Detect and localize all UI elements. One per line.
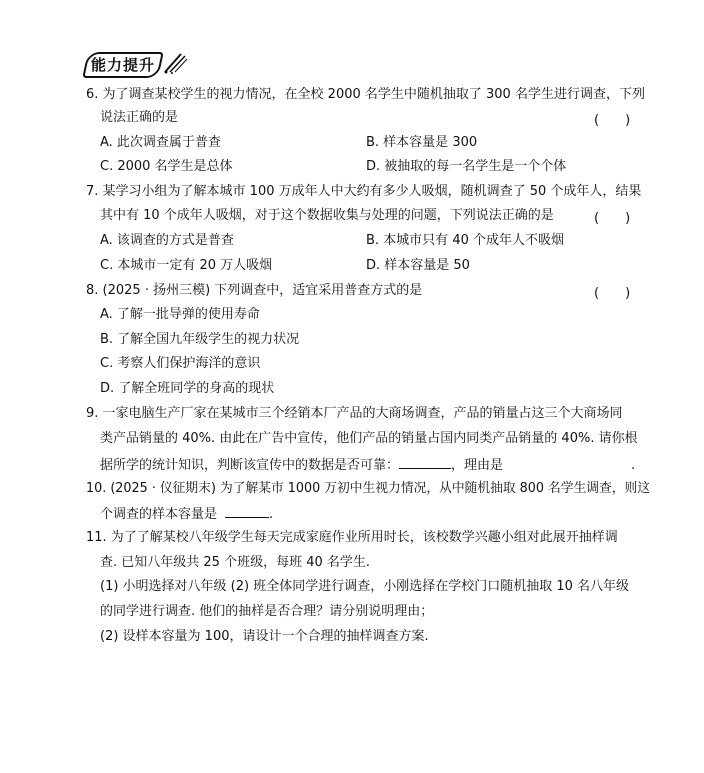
q6-stem-line2: 说法正确的是 — [100, 110, 179, 125]
q8-answer-parentheses: ( ) — [594, 286, 631, 301]
pencil-decoration-icon — [161, 50, 191, 76]
q6-option-b: B. 样本容量是 300 — [366, 135, 478, 150]
q10-sample-size-blank[interactable] — [225, 504, 269, 518]
q8-option-c: C. 考察人们保护海洋的意识 — [100, 356, 261, 371]
q10-line2 — [100, 504, 273, 524]
q10-line1: 10. (2025 · 仪征期末) 为了解某市 1000 万初中生视力情况，从中随机抽取 800 名学生调查，则这 — [86, 481, 651, 496]
q11-part1-line2: 的同学进行调查. 他们的抽样是否合理？请分别说明理由； — [100, 604, 434, 619]
q7-option-d: D. 样本容量是 50 — [366, 258, 470, 273]
q9-line3-text: 据所学的统计知识，判断该宣传中的数据是否可靠： — [100, 458, 400, 473]
q11-part2: (2) 设样本容量为 100，请设计一个合理的抽样调查方案. — [100, 629, 429, 644]
q9-reliability-blank[interactable] — [399, 455, 451, 469]
q7-stem-line1: 7. 某学习小组为了解本城市 100 万成年人中大约有多少人吸烟，随机调查了 50 个成年人，结果 — [86, 184, 642, 199]
q6-option-d: D. 被抽取的每一名学生是一个个体 — [366, 159, 567, 174]
q9-reason-label: ，理由是 — [451, 458, 504, 473]
q8-option-b: B. 了解全国九年级学生的视力状况 — [100, 332, 300, 347]
q9-line3 — [100, 455, 635, 475]
q7-stem-line2: 其中有 10 个成年人吸烟，对于这个数据收集与处理的问题，下列说法正确的是 — [100, 208, 554, 223]
q6-option-c: C. 2000 名学生是总体 — [100, 159, 233, 174]
q11-part1-line1: (1) 小明选择对八年级 (2) 班全体同学进行调查，小刚选择在学校门口随机抽取 10 名八年级 — [100, 579, 630, 594]
q7-answer-parentheses: ( ) — [594, 211, 631, 226]
q10-line2-end: . — [269, 507, 274, 522]
q8-option-d: D. 了解全班同学的身高的现状 — [100, 381, 275, 396]
q9-line2: 类产品销量的 40%. 由此在广告中宣传，他们产品的销量占国内同类产品销量的 40%. 请你根 — [100, 431, 638, 446]
q7-option-b: B. 本城市只有 40 个成年人不吸烟 — [366, 233, 564, 248]
q8-stem: 8. (2025 · 扬州三模) 下列调查中，适宜采用普查方式的是 — [86, 283, 423, 298]
q8-option-a: A. 了解一批导弹的使用寿命 — [100, 307, 260, 322]
q6-answer-parentheses: ( ) — [594, 113, 631, 128]
q6-option-a: A. 此次调查属于普查 — [100, 135, 221, 150]
q7-option-c: C. 本城市一定有 20 万人吸烟 — [100, 258, 273, 273]
section-title: 能力提升 — [91, 56, 156, 74]
q9-line1: 9. 一家电脑生产厂家在某城市三个经销本厂产品的大商场调查，产品的销量占这三个大商场同 — [86, 406, 623, 421]
q6-stem-line1: 6. 为了调查某校学生的视力情况，在全校 2000 名学生中随机抽取了 300 名学生进行调查，下列 — [86, 87, 645, 102]
q10-line2-text: 个调查的样本容量是 — [100, 507, 218, 522]
q9-reason-blank[interactable] — [503, 455, 631, 469]
q11-line2: 查. 已知八年级共 25 个班级，每班 40 名学生. — [100, 555, 371, 570]
q9-line3-end: . — [631, 458, 636, 473]
q11-line1: 11. 为了了解某校八年级学生每天完成家庭作业所用时长，该校数学兴趣小组对此展开抽样调 — [86, 530, 618, 545]
section-banner — [85, 50, 205, 78]
q7-option-a: A. 该调查的方式是普查 — [100, 233, 234, 248]
